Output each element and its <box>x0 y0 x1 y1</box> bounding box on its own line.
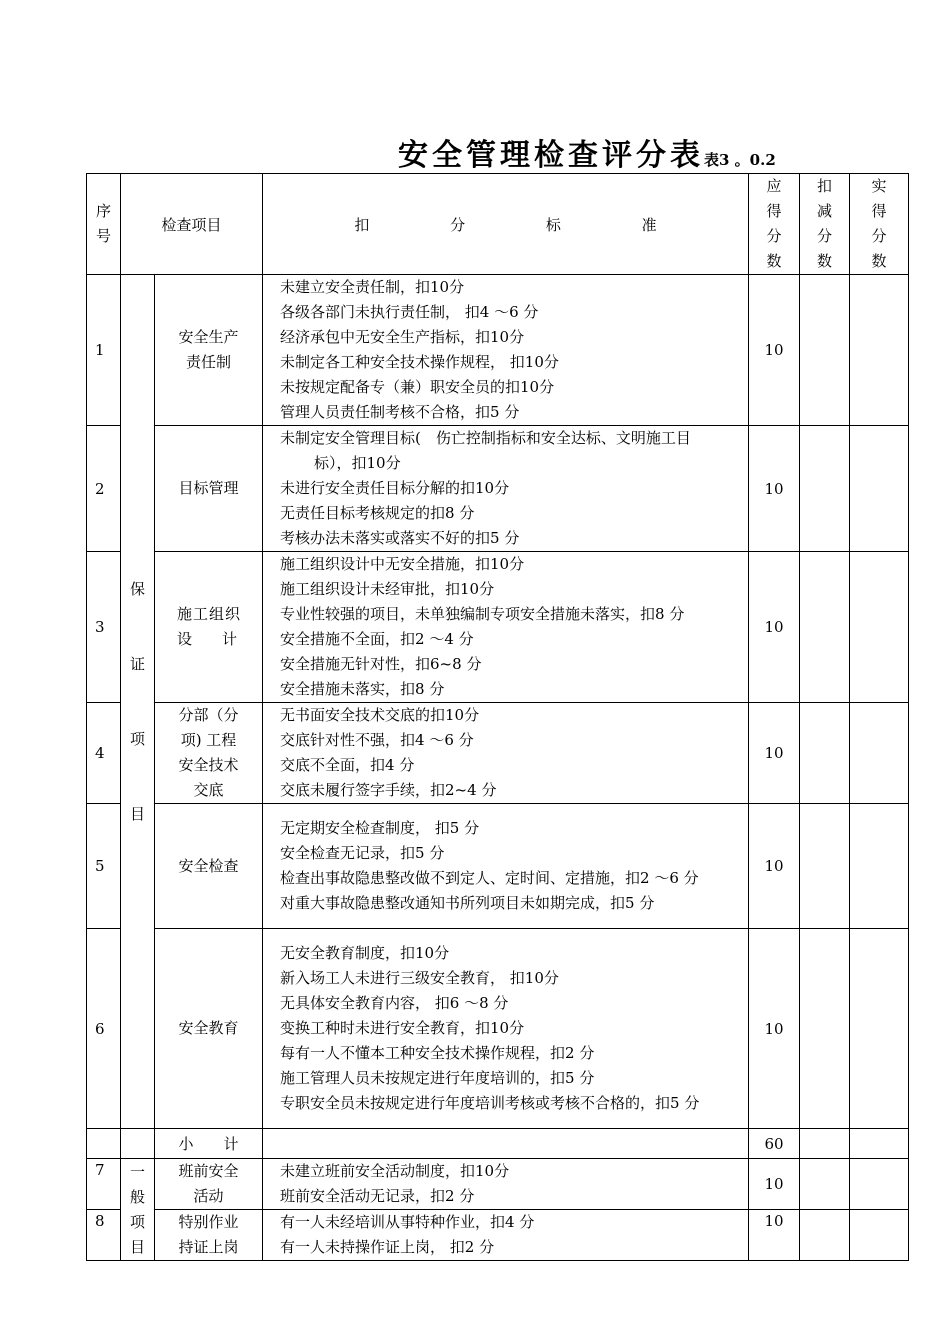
row-deduct-cell[interactable] <box>800 1210 850 1261</box>
table-row <box>87 804 909 929</box>
row-seq: 4 <box>87 703 121 804</box>
row-deduct-cell[interactable] <box>800 426 850 552</box>
row-actual-cell[interactable] <box>850 552 909 703</box>
row-due-score: 10 <box>749 552 800 703</box>
header-actual: 实得分数 <box>850 174 909 275</box>
row-seq: 7 <box>87 1159 121 1210</box>
row-item: 安全生产责任制 <box>155 275 263 426</box>
row-actual-cell[interactable] <box>850 929 909 1129</box>
row-deduct-cell[interactable] <box>800 552 850 703</box>
row-actual-cell[interactable] <box>850 275 909 426</box>
table-row <box>87 552 909 703</box>
row-criteria: 未建立班前安全活动制度，扣10分 班前安全活动无记录，扣2 分 <box>263 1159 749 1210</box>
row-deduct-cell[interactable] <box>800 275 850 426</box>
header-deduct: 扣减分数 <box>800 174 850 275</box>
row-item: 安全教育 <box>155 929 263 1129</box>
subtotal-actual-cell[interactable] <box>850 1129 909 1159</box>
row-seq: 8 <box>87 1210 121 1261</box>
row-actual-cell[interactable] <box>850 426 909 552</box>
title-main: 安全管理检查评分表 <box>398 138 704 173</box>
row-criteria: 有一人未经培训从事特种作业，扣4 分 有一人未持操作证上岗， 扣2 分 <box>263 1210 749 1261</box>
row-seq: 5 <box>87 804 121 929</box>
row-criteria: 未制定安全管理目标( 伤亡控制指标和安全达标、文明施工目 标），扣10分 未进行安全责任目标分解的扣10分 无责任目标考核规定的扣8 分 考核办法未落实或落实不好的扣5 分 <box>263 426 749 552</box>
subtotal-row <box>87 1129 909 1159</box>
row-actual-cell[interactable] <box>850 1159 909 1210</box>
row-deduct-cell[interactable] <box>800 1159 850 1210</box>
row-deduct-cell[interactable] <box>800 804 850 929</box>
header-due: 应得分数 <box>749 174 800 275</box>
row-criteria: 无定期安全检查制度， 扣5 分 安全检查无记录，扣5 分 检查出事故隐患整改做不到定人、定时间、定措施，扣2 ～6 分 对重大事故隐患整改通知书所列项目未如期完成，扣5 分 <box>263 804 749 929</box>
subtotal-group-cell <box>121 1129 155 1159</box>
row-deduct-cell[interactable] <box>800 703 850 804</box>
row-criteria: 无安全教育制度，扣10分 新入场工人未进行三级安全教育， 扣10分 无具体安全教育内容， 扣6 ～8 分 变换工种时未进行安全教育，扣10分 每有一人不懂本工种安全技术操作规程，扣2 分 施工管理人员未按规定进行年度培训的，扣5 分 专职安全员未按规定进行年度培训考核或考核不合格的，扣5 分 <box>263 929 749 1129</box>
row-seq: 1 <box>87 275 121 426</box>
row-due-score: 10 <box>749 1159 800 1210</box>
row-item: 安全检查 <box>155 804 263 929</box>
table-row <box>87 1159 909 1210</box>
subtotal-label: 小 计 <box>155 1129 263 1159</box>
subtotal-deduct-cell[interactable] <box>800 1129 850 1159</box>
table-row <box>87 426 909 552</box>
row-seq: 6 <box>87 929 121 1129</box>
row-item: 特别作业持证上岗 <box>155 1210 263 1261</box>
row-due-score: 10 <box>749 275 800 426</box>
row-item: 班前安全活动 <box>155 1159 263 1210</box>
row-deduct-cell[interactable] <box>800 929 850 1129</box>
table-row <box>87 703 909 804</box>
header-criteria: 扣 分 标 准 <box>263 174 749 275</box>
subtotal-criteria-cell <box>263 1129 749 1159</box>
subtotal-seq-cell <box>87 1129 121 1159</box>
row-item: 施工组织设 计 <box>155 552 263 703</box>
row-seq: 2 <box>87 426 121 552</box>
header-item: 检查项目 <box>121 174 263 275</box>
table-row <box>87 1210 909 1261</box>
row-actual-cell[interactable] <box>850 703 909 804</box>
row-item: 目标管理 <box>155 426 263 552</box>
row-due-score: 10 <box>749 426 800 552</box>
subtotal-score: 60 <box>749 1129 800 1159</box>
row-item: 分部（分项) 工程安全技术交底 <box>155 703 263 804</box>
row-due-score: 10 <box>749 929 800 1129</box>
row-due-score: 10 <box>749 804 800 929</box>
row-actual-cell[interactable] <box>850 804 909 929</box>
header-row <box>87 174 909 275</box>
row-due-score: 10 <box>749 703 800 804</box>
row-criteria: 无书面安全技术交底的扣10分 交底针对性不强，扣4 ～6 分 交底不全面，扣4 分 交底未履行签字手续，扣2~4 分 <box>263 703 749 804</box>
row-criteria: 未建立安全责任制，扣10分 各级各部门未执行责任制， 扣4 ～6 分 经济承包中无安全生产指标，扣10分 未制定各工种安全技术操作规程， 扣10分 未按规定配备专（兼）职安全员的扣10分 管理人员责任制考核不合格，扣5 分 <box>263 275 749 426</box>
inspection-table <box>86 173 909 1261</box>
row-due-score: 10 <box>749 1210 800 1261</box>
table-row <box>87 275 909 426</box>
group-general: 一般项目 <box>121 1159 155 1261</box>
table-row <box>87 929 909 1129</box>
row-actual-cell[interactable] <box>850 1210 909 1261</box>
row-criteria: 施工组织设计中无安全措施，扣10分 施工组织设计未经审批，扣10分 专业性较强的项目，未单独编制专项安全措施未落实，扣8 分 安全措施不全面，扣2 ～4 分 安全措施无针对性，扣6~8 分 安全措施未落实，扣8 分 <box>263 552 749 703</box>
table-code: 表3 。0.2 <box>704 151 776 169</box>
row-seq: 3 <box>87 552 121 703</box>
header-seq: 序号 <box>87 174 121 275</box>
group-guarantee: 保证项目 <box>121 275 155 1129</box>
page-title <box>398 130 776 174</box>
